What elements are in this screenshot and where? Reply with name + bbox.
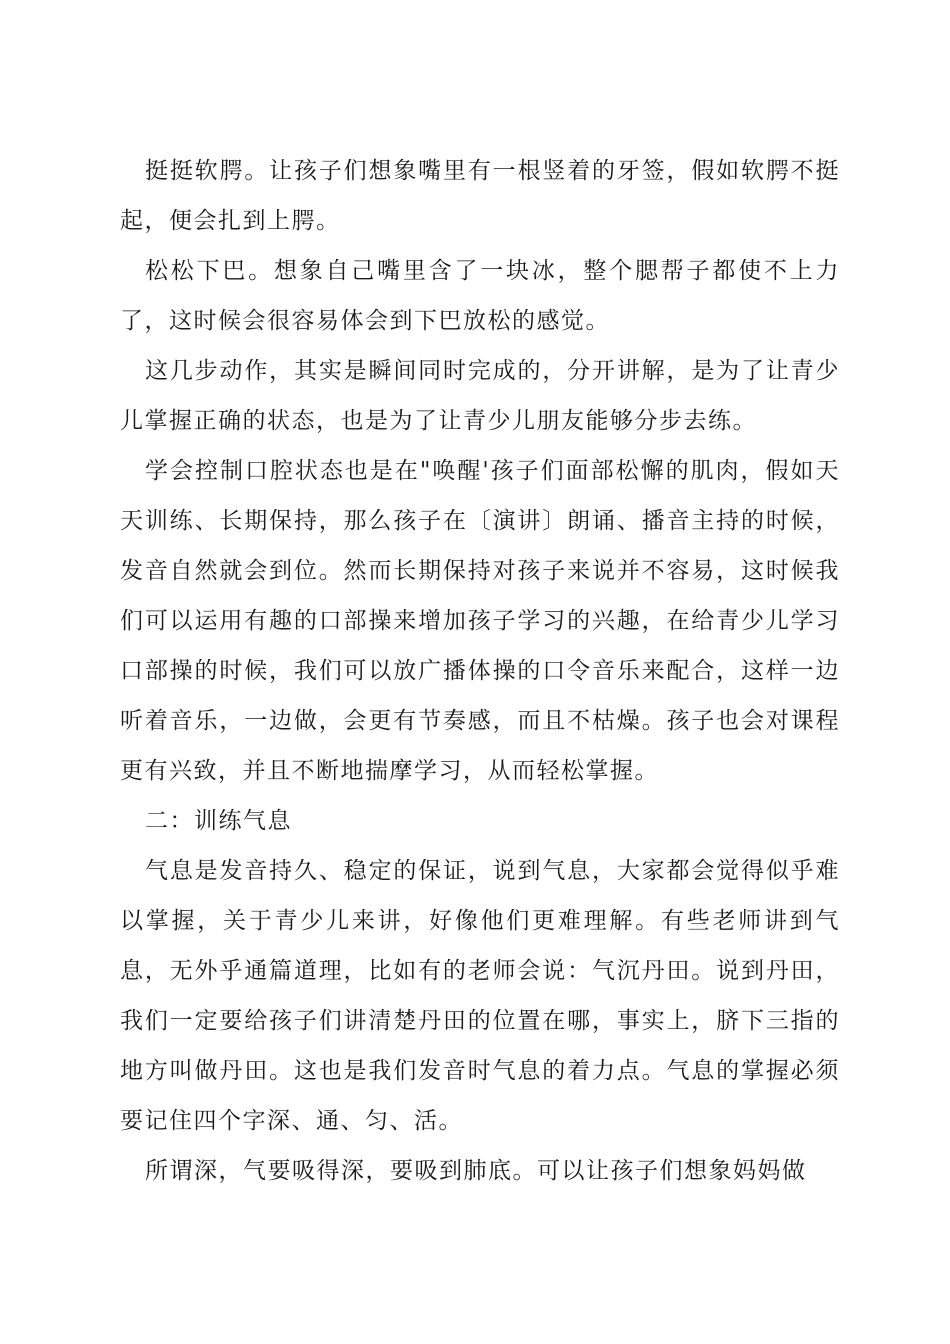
paragraph-steps-summary: 这几步动作，其实是瞬间同时完成的，分开讲解，是为了让青少儿掌握正确的状态，也是为了让青少儿朋友能够分步去练。: [120, 358, 840, 434]
document-body: [120, 146, 840, 1196]
section-heading-breath-training: 二：训练气息: [145, 808, 292, 834]
paragraph-breath-intro: 气息是发音持久、稳定的保证，说到气息，大家都会觉得似乎难以掌握，关于青少儿来讲，好像他们更难理解。有些老师讲到气息，无外乎通篇道理，比如有的老师会说：气沉丹田。说到丹田，我们一定要给孩子们讲清楚丹田的位置在哪，事实上，脐下三指的地方叫做丹田。这也是我们发音时气息的着力点。气息的掌握必须要记住四个字深、通、匀、活。: [120, 858, 840, 1134]
paragraph-soft-palate: 挺挺软腭。让孩子们想象嘴里有一根竖着的牙签，假如软腭不挺起，便会扎到上腭。: [120, 158, 840, 234]
paragraph-mouth-exercise: 学会控制口腔状态也是在"唤醒'孩子们面部松懈的肌肉，假如天天训练、长期保持，那么孩子在〔演讲〕朗诵、播音主持的时候，发音自然就会到位。然而长期保持对孩子来说并不容易，这时候我们可以运用有趣的口部操来增加孩子学习的兴趣，在给青少儿学习口部操的时候，我们可以放广播体操的口令音乐来配合，这样一边听着音乐，一边做，会更有节奏感，而且不枯燥。孩子也会对课程更有兴致，并且不断地揣摩学习，从而轻松掌握。: [120, 458, 840, 784]
paragraph-deep-breath: 所谓深，气要吸得深，要吸到肺底。可以让孩子们想象妈妈做: [145, 1158, 807, 1184]
paragraph-relax-jaw: 松松下巴。想象自己嘴里含了一块冰，整个腮帮子都使不上力了，这时候会很容易体会到下巴放松的感觉。: [120, 258, 840, 334]
